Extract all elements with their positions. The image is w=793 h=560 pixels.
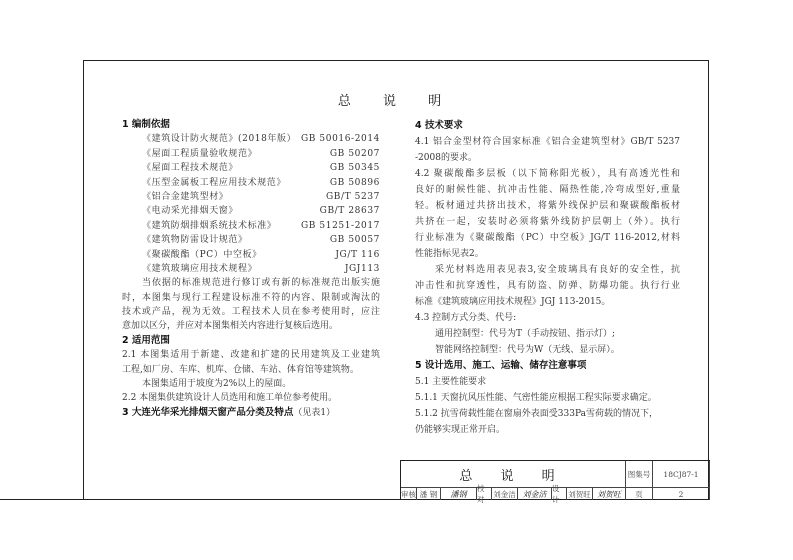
reference-item	[122, 204, 380, 218]
section-heading-2: 2 适用范围	[122, 334, 170, 346]
reference-item	[122, 147, 380, 161]
reference-title: 《建筑玻璃应用技术规程》	[142, 263, 258, 274]
reference-code: JGJ113	[344, 263, 380, 274]
paragraph-line: 时，本图集与现行工程建设标准不符的内容、限制或淘汰的	[122, 292, 380, 303]
paragraph-line: 5.1.2 抗雪荷载性能在窗扇外表面受333Pa雪荷载的情况下，	[415, 409, 658, 419]
reference-item	[122, 132, 380, 146]
reference-title: 《压型金属板工程应用技术规范》	[142, 177, 287, 188]
atlas-number-label: 图集号	[626, 461, 653, 487]
reference-title: 《电动采光排烟天窗》	[142, 206, 239, 217]
paragraph-line: 工程,如厂房、车库、机库、仓储、车站、体育馆等建筑物。	[122, 364, 359, 375]
reference-title: 《聚碳酸酯（PC）中空板》	[142, 249, 262, 260]
paragraph-line: 5.1.1 天窗抗风压性能、气密性能应根据工程实际要求确定。	[415, 393, 657, 403]
paragraph-line: 采光材料选用表见表3,安全玻璃具有良好的安全性，抗	[435, 265, 680, 275]
reference-code: GB 50896	[329, 177, 380, 188]
right-column	[415, 118, 680, 438]
section-heading-4: 4 技术要求	[415, 120, 463, 131]
reviewer-name: 潘 钢	[417, 487, 441, 500]
paragraph-line: 4.1 铝合金型材符合国家标准《铝合金建筑型材》GB/T 5237	[415, 137, 680, 147]
reference-code: GB/T 28637	[319, 206, 380, 217]
left-column	[122, 118, 380, 420]
paragraph-line: 当依据的标准规范进行修订或有新的标准规范出版实施	[142, 278, 380, 289]
paragraph-line: 行业标准为《聚碳酸酯（PC）中空板》JG/T 116-2012,材料	[415, 233, 680, 243]
table-reference: （见表1）	[293, 407, 336, 418]
reference-code: GB 50345	[329, 163, 380, 174]
title-block-title: 总 说 明	[459, 468, 567, 484]
paragraph-line: 5.1 主要性能要求	[415, 377, 487, 387]
reference-title: 《屋面工程技术规范》	[142, 163, 239, 174]
reference-item	[122, 161, 380, 175]
page-title: 总 说 明	[337, 94, 456, 109]
reference-code: GB 51251-2017	[300, 220, 380, 231]
paragraph-line: -2008的要求。	[415, 153, 477, 163]
design-label: 设计	[552, 487, 567, 500]
reference-item	[122, 219, 380, 233]
paragraph-line: 通用控制型：代号为T（手动按钮、指示灯）;	[435, 329, 616, 339]
designer-name: 刘贺旺	[567, 487, 593, 500]
section-heading-3: 3 大连光华采光排烟天窗产品分类及特点	[122, 406, 294, 418]
reference-code: GB 50207	[329, 148, 380, 159]
reference-title: 《屋面工程质量验收规范》	[142, 148, 258, 159]
paragraph-line: 智能网络控制型：代号为W（无线、显示屏）。	[435, 345, 620, 355]
reference-item	[122, 190, 380, 204]
reference-item	[122, 176, 380, 190]
review-label: 审核	[401, 487, 417, 500]
checker-name: 刘金洁	[492, 487, 518, 500]
page-number: 2	[653, 487, 710, 500]
paragraph-line: 标准《建筑玻璃应用技术规程》JGJ 113-2015。	[415, 297, 611, 307]
paragraph-line: 良好的耐候性能、抗冲击性能、隔热性能,冷弯成型好,重量	[415, 185, 680, 195]
reviewer-signature: 潘钢	[441, 487, 477, 500]
page-label: 页	[626, 487, 653, 500]
reference-code: GB/T 5237	[325, 191, 380, 202]
paragraph-line: 轻。板材通过共挤出技术，将紫外线保护层和聚碳酸酯板材	[415, 201, 680, 211]
paragraph-line: 本图集适用于坡度为2%以上的屋面。	[142, 379, 292, 390]
reference-item	[122, 262, 380, 276]
reference-title: 《建筑防烟排烟系统技术标准》	[142, 220, 277, 231]
atlas-number: 18CJ87-1	[653, 461, 710, 487]
paragraph-line: 意加以区分，并应对本图集相关内容进行复核后选用。	[122, 321, 339, 332]
reference-code: GB 50016-2014	[300, 134, 380, 145]
paragraph-line: 2.2 本图集供建筑设计人员选用和施工单位参考使用。	[122, 393, 338, 404]
paragraph-line: 2.1 本图集适用于新建、改建和扩建的民用建筑及工业建筑	[122, 350, 380, 361]
reference-title: 《建筑设计防火规范》(2018年版）	[142, 134, 297, 145]
checker-signature: 刘金洁	[518, 487, 552, 500]
section-heading-1: 1 编制依据	[122, 119, 170, 130]
reference-code: GB 50057	[329, 235, 380, 246]
designer-signature: 刘贺旺	[593, 487, 626, 500]
check-label: 校对	[477, 487, 492, 500]
reference-title: 《建筑物防雷设计规范》	[142, 235, 248, 246]
paragraph-line: 共挤在一起，安装时必须将紫外线防护层朝上（外）。执行	[415, 217, 680, 227]
reference-code: JG/T 116	[335, 249, 380, 260]
reference-item	[122, 233, 380, 247]
paragraph-line: 4.3 控制方式分类、代号:	[415, 313, 517, 323]
paragraph-line: 技术或产品，视为无效。工程技术人员在参考使用时，应注	[122, 307, 380, 318]
title-block	[400, 460, 710, 504]
section-heading-5: 5 设计选用、施工、运输、储存注意事项	[415, 360, 587, 371]
reference-item	[122, 248, 380, 262]
reference-title: 《铝合金建筑型材》	[142, 191, 229, 202]
paragraph-line: 冲击性和抗穿透性，具有防盗、防弹、防爆功能。执行行业	[415, 281, 680, 291]
paragraph-line: 仍能够实现正常开启。	[415, 425, 506, 435]
paragraph-line: 4.2 聚碳酸酯多层板（以下简称阳光板），具有高透光性和	[415, 169, 680, 179]
title-block-title-cell	[401, 461, 626, 487]
paragraph-line: 性能指标见表2。	[415, 249, 484, 259]
reference-list	[122, 132, 380, 276]
